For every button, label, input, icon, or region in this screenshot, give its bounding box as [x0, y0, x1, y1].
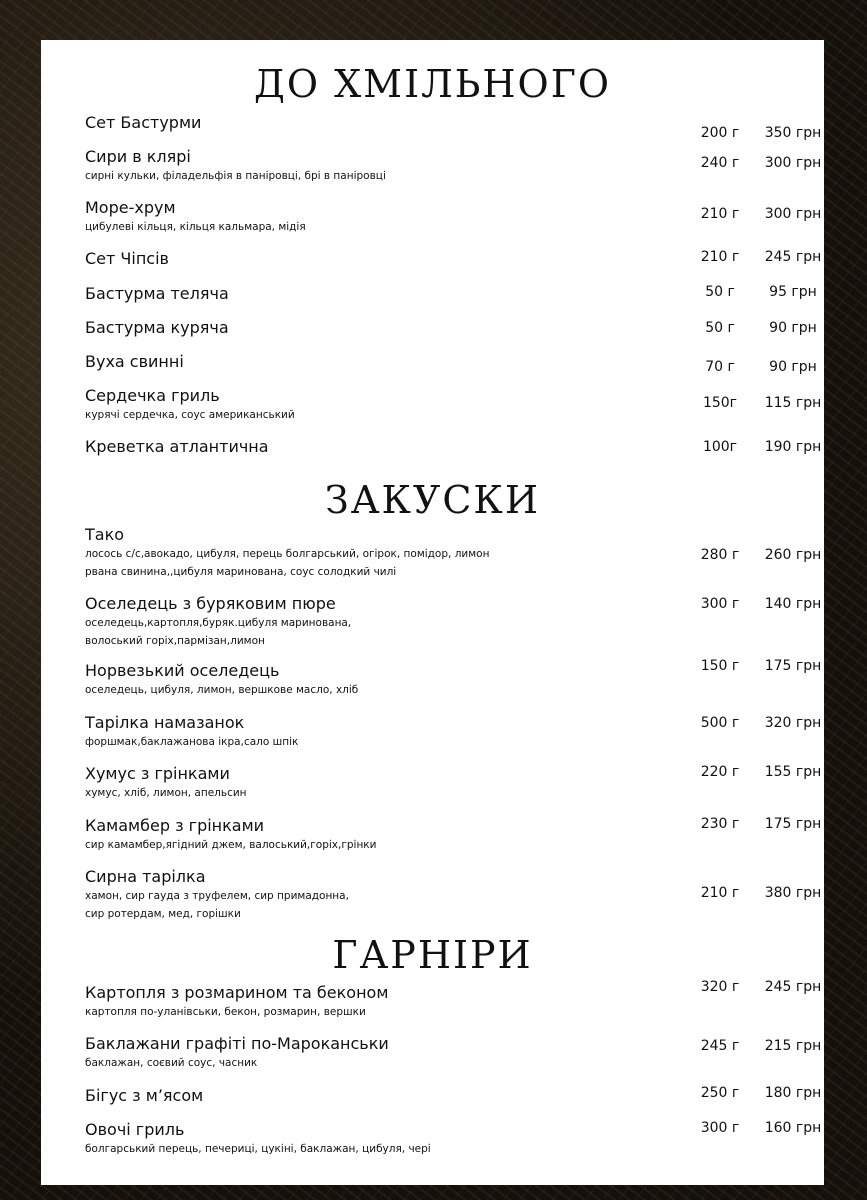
menu-item [85, 318, 817, 338]
menu-item [85, 249, 822, 269]
item-description: лосось с/с,авокадо, цибуля, перець болгарський, огірок, помідор, лимон [85, 548, 490, 560]
item-description: курячі сердечка, соус американський [85, 409, 295, 421]
item-weight: 70 г [705, 359, 735, 375]
item-description: форшмак,баклажанова ікра,сало шпік [85, 736, 299, 748]
item-weight: 280 г [700, 547, 740, 563]
item-price: 245 грн [764, 979, 822, 995]
item-weight: 50 г [705, 320, 735, 336]
item-description: болгарський перець, печериці, цукіні, баклажан, цибуля, чері [85, 1143, 431, 1155]
item-name: Бігус з м’ясом [85, 1086, 204, 1105]
item-name: Сердечка гриль [85, 386, 220, 405]
menu-item [85, 1120, 822, 1158]
item-description: сир ротердам, мед, горішки [85, 908, 241, 920]
item-name: Вуха свинні [85, 352, 184, 371]
item-description: оселедець, цибуля, лимон, вершкове масло, хліб [85, 684, 359, 696]
menu-item [85, 867, 822, 923]
menu-item [85, 113, 822, 141]
item-price: 300 грн [764, 206, 822, 222]
item-name: Бастурма куряча [85, 318, 229, 337]
section-title-appetizers: ЗАКУСКИ [325, 478, 540, 522]
item-price: 90 грн [769, 359, 817, 375]
item-name: Сет Бастурми [85, 113, 202, 132]
item-weight: 100г [702, 439, 738, 455]
item-description: оселедець,картопля,буряк.цибуля маринована, [85, 617, 352, 629]
menu-item [85, 594, 822, 650]
item-weight: 210 г [700, 885, 740, 901]
item-price: 115 грн [764, 395, 822, 411]
menu-item [85, 764, 822, 802]
item-price: 215 грн [764, 1038, 822, 1054]
menu-item [85, 386, 822, 424]
item-price: 300 грн [764, 155, 822, 171]
item-weight: 210 г [700, 249, 740, 265]
item-description: хумус, хліб, лимон, апельсин [85, 787, 247, 799]
menu-item [85, 658, 822, 699]
item-price: 380 грн [764, 885, 822, 901]
item-price: 320 грн [764, 715, 822, 731]
item-name: Сирна тарілка [85, 867, 206, 886]
item-name: Картопля з розмарином та беконом [85, 983, 389, 1002]
item-weight: 150 г [700, 658, 740, 674]
item-description: хамон, сир гауда з труфелем, сир примадонна, [85, 890, 349, 902]
item-weight: 500 г [700, 715, 740, 731]
item-weight: 230 г [700, 816, 740, 832]
item-name: Тарілка намазанок [85, 713, 245, 732]
item-name: Сири в клярі [85, 147, 191, 166]
item-description: волоський горіх,пармізан,лимон [85, 635, 265, 647]
menu-item [85, 284, 817, 304]
item-name: Бастурма теляча [85, 284, 229, 303]
item-weight: 250 г [700, 1085, 740, 1101]
item-description: баклажан, соєвий соус, часник [85, 1057, 258, 1069]
menu-item [85, 198, 822, 236]
item-weight: 150г [702, 395, 738, 411]
item-price: 350 грн [764, 125, 822, 141]
item-name: Тако [85, 525, 125, 544]
menu-item [85, 713, 822, 751]
menu-item [85, 1085, 822, 1106]
item-description: цибулеві кільця, кільця кальмара, мідія [85, 221, 306, 233]
item-price: 245 грн [764, 249, 822, 265]
item-description: рвана свинина,,цибуля маринована, соус солодкий чилі [85, 566, 397, 578]
item-price: 95 грн [769, 284, 817, 300]
item-name: Норвезький оселедець [85, 661, 280, 680]
menu-item [85, 525, 822, 581]
item-weight: 320 г [700, 979, 740, 995]
item-name: Оселедець з буряковим пюре [85, 594, 336, 613]
item-price: 175 грн [764, 658, 822, 674]
item-weight: 200 г [700, 125, 740, 141]
section-title-side-dishes: ГАРНІРИ [332, 933, 533, 977]
item-price: 160 грн [764, 1120, 822, 1136]
item-name: Камамбер з грінками [85, 816, 265, 835]
item-weight: 300 г [700, 596, 740, 612]
menu-item [85, 1034, 822, 1072]
item-weight: 245 г [700, 1038, 740, 1054]
item-weight: 210 г [700, 206, 740, 222]
item-price: 140 грн [764, 596, 822, 612]
item-weight: 300 г [700, 1120, 740, 1136]
menu-item [85, 147, 822, 185]
item-price: 260 грн [764, 547, 822, 563]
menu-item [85, 979, 822, 1021]
item-description: сир камамбер,ягідний джем, валоський,горіх,грінки [85, 839, 377, 851]
menu-item [85, 816, 822, 854]
item-name: Креветка атлантична [85, 437, 269, 456]
item-name: Сет Чіпсів [85, 249, 169, 268]
item-weight: 220 г [700, 764, 740, 780]
item-price: 190 грн [764, 439, 822, 455]
section-title-snacks-for-beer: ДО ХМІЛЬНОГО [253, 62, 612, 106]
item-description: сирні кульки, філадельфія в паніровці, брі в паніровці [85, 170, 386, 182]
menu-item [85, 352, 817, 375]
item-weight: 240 г [700, 155, 740, 171]
item-name: Баклажани графіті по-Мароканськи [85, 1034, 389, 1053]
item-name: Овочі гриль [85, 1120, 185, 1139]
item-weight: 50 г [705, 284, 735, 300]
menu-item [85, 437, 822, 457]
item-price: 155 грн [764, 764, 822, 780]
item-price: 180 грн [764, 1085, 822, 1101]
menu-page [41, 40, 824, 1185]
item-description: картопля по-уланівськи, бекон, розмарин, вершки [85, 1006, 366, 1018]
item-price: 175 грн [764, 816, 822, 832]
item-name: Море-хрум [85, 198, 176, 217]
item-name: Хумус з грінками [85, 764, 230, 783]
item-price: 90 грн [769, 320, 817, 336]
